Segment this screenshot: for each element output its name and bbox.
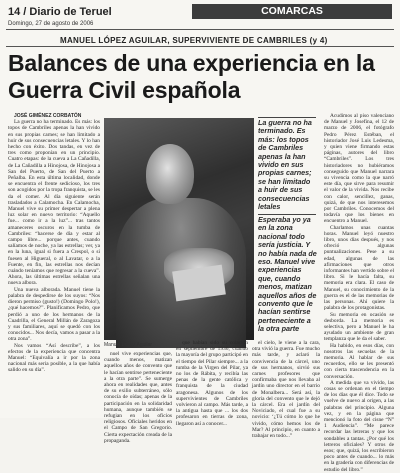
- article-column-6: [324, 113, 394, 473]
- paragraph: que habían sido su colación en septiembre de 1936, cuando la mayoría del grupo participó en el tiempo del Pilar siempre... a la tumba de la Virgen del Pilar, ya no los de Rábita, y recibía las penas de la gente católica y franquista de la ciudad aragonesa. Algunos de los supervivientes de Cambriles volvieron al campo. Más tarde, a la antigua hasta que ... los dos profesaron en tierras de zona, llegaron así a conocer...: [176, 340, 248, 427]
- section-banner: COMARCAS: [192, 4, 392, 19]
- paragraph: Ha habido, en esos días, con nosotros las secuelas de la memoria. Al hablar de sus recuerdos, ello se les presentó con cierta trascendencia en la conversación.: [324, 342, 394, 380]
- portrait-photo: [104, 118, 254, 340]
- article-column-5: [252, 340, 320, 440]
- kicker-rule: [6, 46, 394, 47]
- paragraph: nuel vive experiencias que, cuando menos, matizan aquellos años de convento que le hacían sentirse perteneciente a la otra parte”. Se sumerge ahora en realidades que, antes de su exilio subterráneo, sólo conocía de oídas; apenas de la participación en la solidaridad humana, aunque también se refugian en los oficios religiosos. Oficiales heridos en el Campo de San Gregorio. Cierta expectación creada de la propaganda.: [104, 351, 172, 444]
- issue-date: Domingo, 27 de agosto de 2006: [8, 21, 94, 27]
- paragraph: Acudimos al piso valenciano de Manuel y Josefina, el 12 de marzo de 2006, el fotógrafo Pedro Pérez Estéban, el historiador José Luis Ledesma, y quien viene firmando estas páginas, autores del libro “Cambriles”. Los tres historiadores no hubiéramos conseguido que Manuel narrara su vivencia como la que narró este día, que sirve para resumir el valor de la vivida. Nos recibe con calor, sencillez, ganas, quizá, de que nos interesemos por Cambriles. Conocemos del todavía que los bienes en encuentro a Manuel.: [324, 113, 394, 225]
- header-rule: [6, 29, 394, 30]
- paragraph: La guerra no ha terminado. Es más: los topos de Cambriles apenas la han vivido en sus propias carnes; se han limitado a huir de sus consecuencias letales. Y lo han hecho con éxito. Dos tandas, en vez de tres como proponían en un principio. Cuatro etapas: de la cueva a La Cañadilla, de La Cañadilla a Hinojosa, de Hinojosa a San del Puerto, de San del Puerto a Peñalba. En esta última localidad, donde se encuentra el frente sedicioso, los tres son acogidos por la tropa franquista, se les da el comer. Al día siguiente serán trasladados a Calamocha. En Calamocha, Manuel vive su primer despertar a plena luz solar en nuevo territorio: “Aquello fue... como ir a la luz”... tras tantos amaneceres oscuros en la tumba de Cambriles: “hacerse de día y estar al campo libre... porque antes, cuando salíamos de noche, ya las estrellas; ver, ya en la luna, igual si fuera a Crespol, o si fuesen al Higueral, o al Lavatar, o a la Fuente, en fin, las estrellas nos decían cuándo teníamos que regresar a la cueva”. Ahora, las últimas estrellas señalan una nueva albora.: [8, 119, 100, 287]
- page-label: 14 / Diario de Teruel: [8, 6, 112, 18]
- article-byline: JOSÉ GIMÉNEZ CORBATÓN: [14, 113, 82, 119]
- article-kicker: MANUEL LÓPEZ AGUILAR, SUPERVIVIENTE DE CAMBRILES (y 4): [60, 36, 328, 45]
- paragraph: A medida que va vivido, las cosas se ordenan en el tiempo de los días que él dice. Todo se vuelve de nuevo al origen, a las palabras del principio. Alguna vez, y en la página que mencionó la foto del cisne “N° 1 Audiencia”. “Me parece recordar las letreras y que los sondables a tantas. ¿Por qué los letreros oficiales? Y otros de esos; que, quizá, los escribieron poco antes de cuando... lo más en la gradería con diferencias de estudio del libro.”: [324, 379, 394, 473]
- page-header: [4, 4, 396, 20]
- paragraph: Nos vamos “Así describe”, a los efectos de la experiencia que concentra Manuel: “Equivalía a ir por la zona nacional más seria posible, a la que había salido en su día”.: [8, 342, 100, 374]
- article-column-4: [176, 340, 248, 427]
- article-column-1: [8, 113, 100, 413]
- pullquote-right: Esperaba yo ya en la zona nacional todo sería justicia. Y no había nada de eso. Manuel vive experiencias que, cuando menos, matizan aquellos años de convento que le hacían sentirse perteneciente a la otra parte: [258, 215, 317, 334]
- pullquote-left: La guerra no ha terminado. Es más: los topos de Cambriles apenas la han vivido en sus propias carnes; se han limitado a huir de sus consecuencias letales: [258, 118, 312, 212]
- paragraph: el cielo, le viene a la cara, otra vivió la guerra. Fue mucho más tarde, y aclaró la convivencia de la cárcel, uno de sus hermanos, sirvió sus carnes profesores que confirmaba que nos llevaba al jardín uno director en el barrio de Monalbera... Será así, la gloria del convento que le dejó la cárcel. Era el jardín del Noviciado, el cual fue a su novicio: ‘¿Tú cómo lo que he vivido, cómo hemos los de Mar? Al principio, en cuanto a trabajar en todo...”: [252, 340, 320, 440]
- paragraph: Su memoria en ocasión se desborda. La memoria es selectiva, pero a Manuel le ha ayudado un ambiente de gran templanza que le da el saber.: [324, 311, 394, 343]
- photo-caption: Manuel López Aguilar: [104, 342, 153, 348]
- paragraph: Una nueva alborada. Manuel tiene la palabra de despedirse de los suyos: “Nos dieron permiso (gusto!) (Domingo Polo!), ¿qué hacemos?”. Planificamos Pedro, que perdió a uno de los hermanos de la Cuadrilla, el General Millán de Zaragoza y sus familiares, aquí se quedó con los conocidos... Nos decía, vamos a pasar a la otra zona”.: [8, 286, 100, 343]
- paragraph: Charlamos unas cuantas horas. Manuel leyó nuestro libro, unos días después, y nos ofreció algunas puntualizaciones. Pese a su edad, algunas de las afirmaciones que otros informantes han vertido sobre el libro. Si le hacía falta, su memoria era clara. El caso de Manuel, su conocimiento de la guerra es el de las memorias de las personas. Ahí quiere la palabra de los protagonistas.: [324, 224, 394, 312]
- article-headline: Balances de una experiencia en la Guerra Civil española: [8, 50, 375, 103]
- article-column-3: [104, 351, 172, 444]
